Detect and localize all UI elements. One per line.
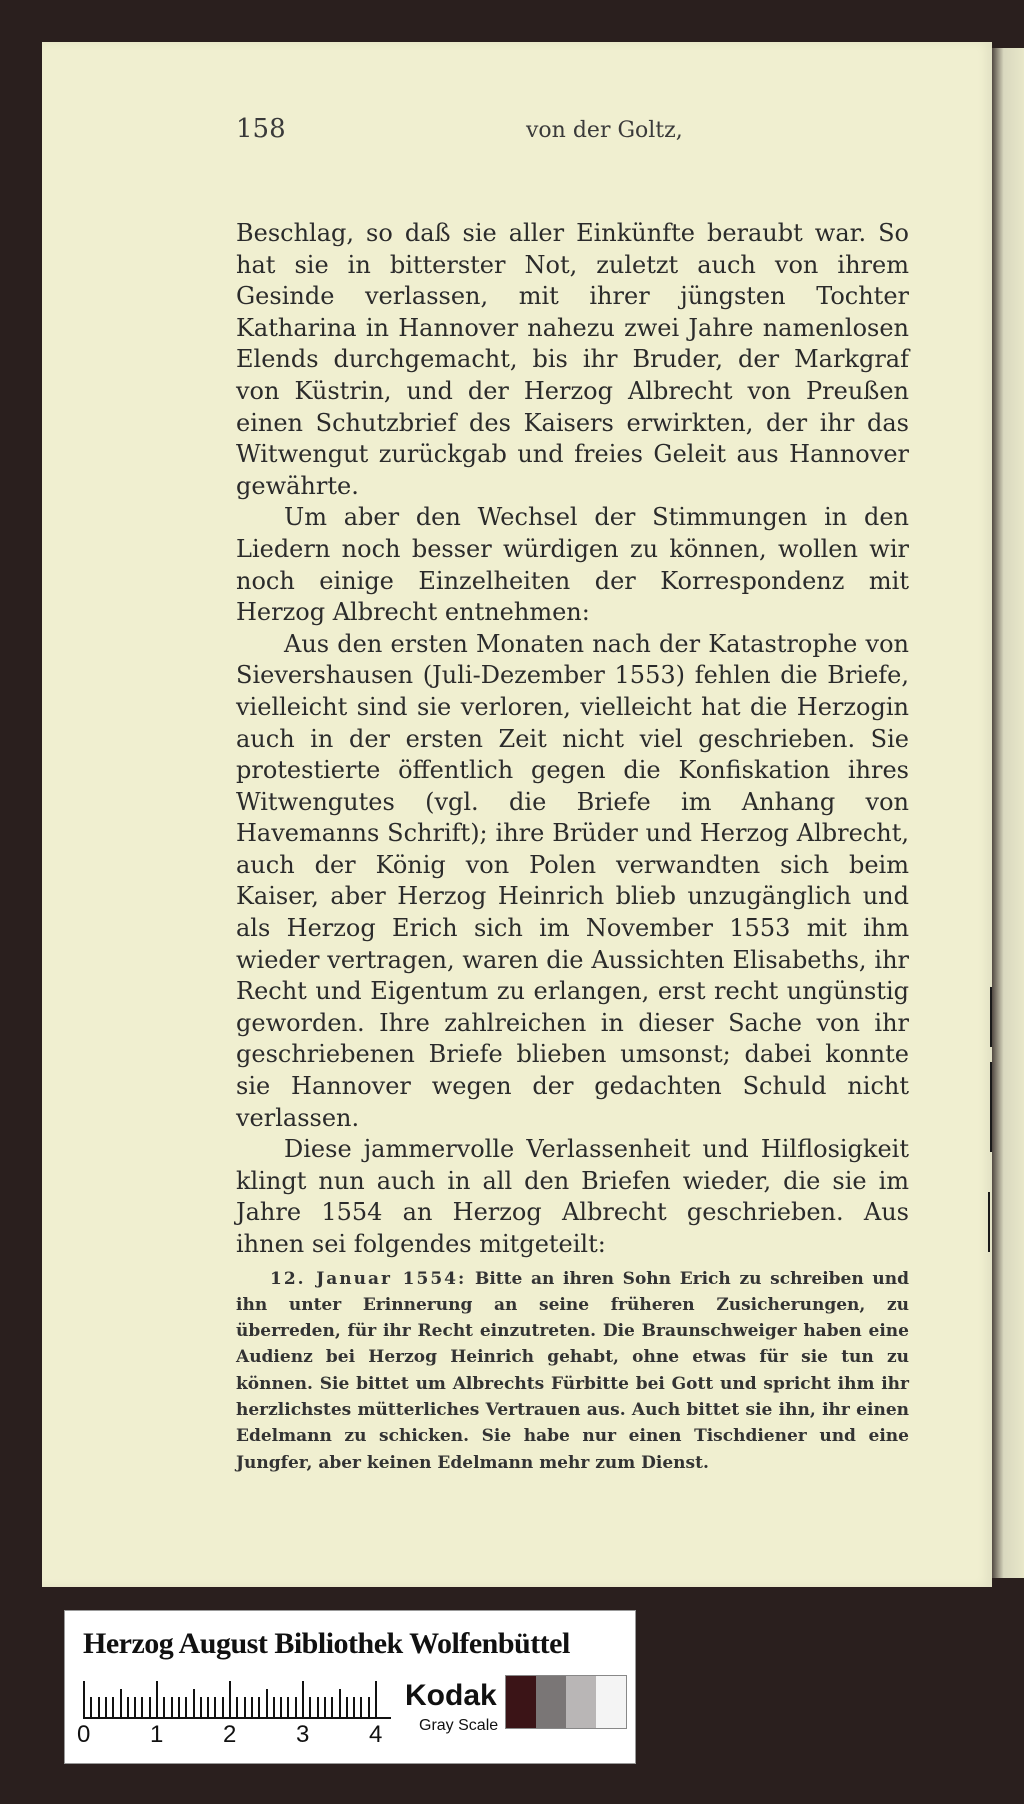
kodak-logo: Kodak: [405, 1679, 497, 1712]
ruler-tick: [317, 1697, 319, 1717]
running-head: von der Goltz,: [526, 118, 683, 143]
ruler-tick: [360, 1697, 362, 1717]
swatch: [566, 1676, 596, 1728]
ruler-tick: [353, 1697, 355, 1717]
ruler-tick: [229, 1681, 231, 1717]
ruler-number: 0: [77, 1721, 91, 1748]
ruler-tick: [141, 1697, 143, 1717]
gray-swatches: [505, 1675, 627, 1729]
ruler-tick: [178, 1697, 180, 1717]
scale-ruler: [83, 1679, 391, 1719]
ruler-tick: [266, 1689, 268, 1717]
letter-entry: [236, 1266, 909, 1476]
ruler-tick: [163, 1697, 165, 1717]
margin-mark: [990, 1062, 992, 1152]
page-header: [236, 114, 886, 154]
ruler-tick: [120, 1689, 122, 1717]
ruler-tick: [98, 1697, 100, 1717]
ruler-tick: [127, 1697, 129, 1717]
letter-date: 12. Januar 1554:: [270, 1268, 467, 1289]
ruler-number: 1: [150, 1721, 164, 1748]
ruler-tick: [185, 1697, 187, 1717]
paragraph: Diese jammervolle Verlassenheit und Hilflosigkeit klingt nun auch in all den Briefen wieder, die sie im Jahre 1554 an Herzog Albrecht geschrieben. Aus ihnen sei folgendes mitgeteilt:: [236, 1135, 909, 1258]
margin-mark: [988, 1192, 990, 1252]
ruler-tick: [193, 1689, 195, 1717]
paragraph: Aus den ersten Monaten nach der Katastrophe von Sievershausen (Juli-Dezember 1553) fehlen die Briefe, vielleicht sind sie verloren, vielleicht hat die Herzogin auch in der ersten Zeit nicht viel geschrieben. Sie protestierte öffentlich gegen die Konfiskation ihres Witwengutes (vgl. die Briefe im Anhang von Havemanns Schrift); ihre Brüder und Herzog Albrecht, auch der König von Polen verwandten sich beim Kaiser, aber Herzog Heinrich blieb unzugänglich und als Herzog Erich sich im November 1553 mit ihm wieder vertragen, waren die Aussichten Elisabeths, ihr Recht und Eigentum zu erlangen, erst recht ungünstig geworden. Ihre zahlreichen in dieser Sache von ihr geschriebenen Briefe blieben umsonst; dabei konnte sie Hannover wegen der gedachten Schuld nicht verlassen.: [236, 629, 909, 1132]
ruler-tick: [134, 1697, 136, 1717]
ruler-tick: [346, 1697, 348, 1717]
letter-text: Bitte an ihren Sohn Erich zu schreiben und ihn unter Erinnerung an seine früheren Zusicherungen, zu überreden, für ihr Recht einzutreten. Die Braunschweiger haben eine Audienz bei Herzog Heinrich gehabt, ohne etwas für sie tun zu können. Sie bittet um Albrechts Fürbitte bei Gott und spricht ihm ihr herzlichstes mütterliches Vertrauen aus. Auch bittet sie ihn, ihr einen Edelmann zu schicken. Sie habe nur einen Tischdiener und eine Jungfer, aber keinen Edelmann mehr zum Dienst.: [236, 1268, 909, 1473]
ruler-tick: [112, 1697, 114, 1717]
paragraph: Beschlag, so daß sie aller Einkünfte beraubt war. So hat sie in bitterster Not, zuletzt auch von ihrem Gesinde verlassen, mit ihrer jüngsten Tochter Katharina in Hannover nahezu zwei Jahre namenlosen Elends durchgemacht, bis ihr Bruder, der Markgraf von Küstrin, und der Herzog Albrecht von Preußen einen Schutzbrief des Kaisers erwirkten, der ihr das Witwengut zurückgab und freies Geleit aus Hannover gewährte.: [236, 219, 909, 500]
ruler-tick: [331, 1697, 333, 1717]
body-text: [236, 218, 909, 1476]
ruler-tick: [105, 1697, 107, 1717]
ruler-tick: [302, 1681, 304, 1717]
ruler-tick: [200, 1697, 202, 1717]
ruler-tick: [214, 1697, 216, 1717]
ruler-number: 4: [369, 1721, 383, 1748]
ruler-tick: [368, 1697, 370, 1717]
ruler-tick: [149, 1697, 151, 1717]
ruler-tick: [90, 1697, 92, 1717]
ruler-tick: [156, 1681, 158, 1717]
ruler-number: 3: [296, 1721, 310, 1748]
ruler-tick: [309, 1697, 311, 1717]
ruler-tick: [83, 1681, 85, 1717]
library-label: [64, 1610, 636, 1764]
ruler-tick: [236, 1697, 238, 1717]
ruler-tick: [295, 1697, 297, 1717]
library-name: Herzog August Bibliothek Wolfenbüttel: [83, 1627, 570, 1660]
ruler-tick: [273, 1697, 275, 1717]
ruler-tick: [244, 1697, 246, 1717]
ruler-tick: [251, 1697, 253, 1717]
ruler-tick: [324, 1697, 326, 1717]
swatch: [596, 1676, 626, 1728]
ruler-number: 2: [223, 1721, 237, 1748]
swatch: [506, 1676, 536, 1728]
page-number: 158: [236, 114, 286, 144]
margin-mark: [990, 987, 992, 1047]
ruler-tick: [222, 1697, 224, 1717]
ruler-tick: [339, 1689, 341, 1717]
swatch: [536, 1676, 566, 1728]
ruler-tick: [207, 1697, 209, 1717]
ruler-tick: [287, 1697, 289, 1717]
ruler-tick: [258, 1697, 260, 1717]
page-edge: [990, 48, 1024, 1578]
ruler-tick: [280, 1697, 282, 1717]
paragraph: Um aber den Wechsel der Stimmungen in den Liedern noch besser würdigen zu können, wollen wir noch einige Einzelheiten der Korrespondenz mit Herzog Albrecht entnehmen:: [236, 503, 909, 627]
ruler-tick: [375, 1681, 377, 1717]
gray-scale-label: Gray Scale: [419, 1717, 499, 1734]
ruler-tick: [171, 1697, 173, 1717]
